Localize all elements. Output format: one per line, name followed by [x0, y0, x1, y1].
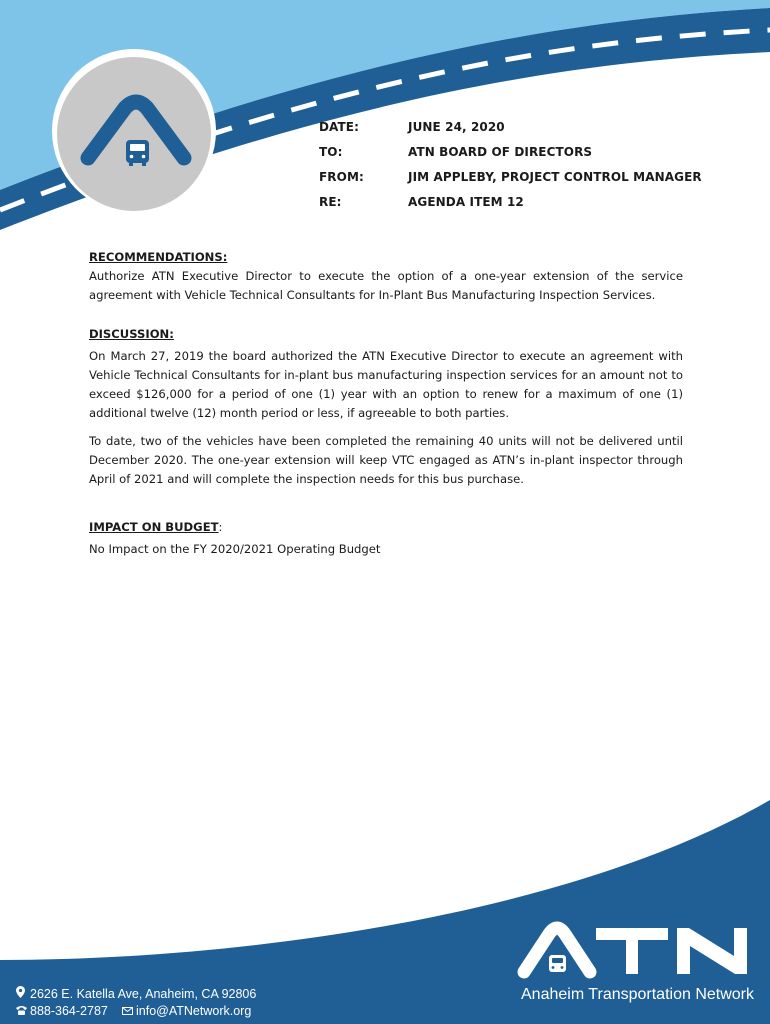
impact-heading-colon: :	[218, 520, 223, 534]
header-road-graphic	[0, 0, 770, 240]
recommendations-section	[89, 248, 683, 305]
memo-from-value: JIM APPLEBY, PROJECT CONTROL MANAGER	[408, 170, 702, 184]
discussion-section	[89, 325, 683, 489]
network-name: Anaheim Transportation Network	[521, 986, 754, 1003]
memo-date-value: JUNE 24, 2020	[408, 120, 505, 134]
impact-heading-line	[89, 518, 683, 537]
discussion-paragraph-1: On March 27, 2019 the board authorized the ATN Executive Director to execute an agreement with Vehicle Technical Consultants for in-plant bus manufacturing inspection services for an amount not to exceed $126,000 for a period of one (1) year with an option to renew for a maximum of one (1) additional twelve (12) month period or less, if agreeable to both parties.	[89, 349, 683, 420]
email-line[interactable]	[122, 1004, 251, 1018]
impact-heading: IMPACT ON BUDGET	[89, 520, 219, 534]
recommendations-heading: RECOMMENDATIONS:	[89, 250, 228, 264]
memo-label: TO:	[319, 145, 343, 159]
phone-text: 888-364-2787	[30, 1004, 108, 1018]
phone-line	[16, 1004, 108, 1018]
impact-text: No Impact on the FY 2020/2021 Operating Budget	[89, 542, 381, 556]
phone-icon	[16, 1004, 30, 1018]
logo-circle	[57, 57, 211, 211]
discussion-heading: DISCUSSION:	[89, 327, 174, 341]
email-link[interactable]: info@ATNetwork.org	[136, 1004, 252, 1018]
discussion-paragraph-2: To date, two of the vehicles have been completed the remaining 40 units will not be delivered until December 2020. The one-year extension will keep VTC engaged as ATN’s in-plant inspector through April of 2021 and will complete the inspection needs for this bus purchase.	[89, 434, 683, 486]
memo-to-value: ATN BOARD OF DIRECTORS	[408, 145, 593, 159]
envelope-icon	[122, 1004, 136, 1018]
location-pin-icon	[16, 986, 30, 1001]
bus-icon	[126, 140, 149, 166]
recommendations-text: Authorize ATN Executive Director to execute the option of a one-year extension of the service agreement with Vehicle Technical Consultants for In-Plant Bus Manufacturing Inspection Services.	[89, 269, 683, 302]
memo-label: DATE:	[319, 120, 359, 134]
address-line	[16, 986, 256, 1001]
bus-icon	[549, 955, 566, 972]
memo-label: RE:	[319, 195, 342, 209]
memo-label: FROM:	[319, 170, 364, 184]
address-text: 2626 E. Katella Ave, Anaheim, CA 92806	[30, 987, 257, 1001]
impact-section	[89, 518, 683, 559]
memo-re-value: AGENDA ITEM 12	[408, 195, 524, 209]
